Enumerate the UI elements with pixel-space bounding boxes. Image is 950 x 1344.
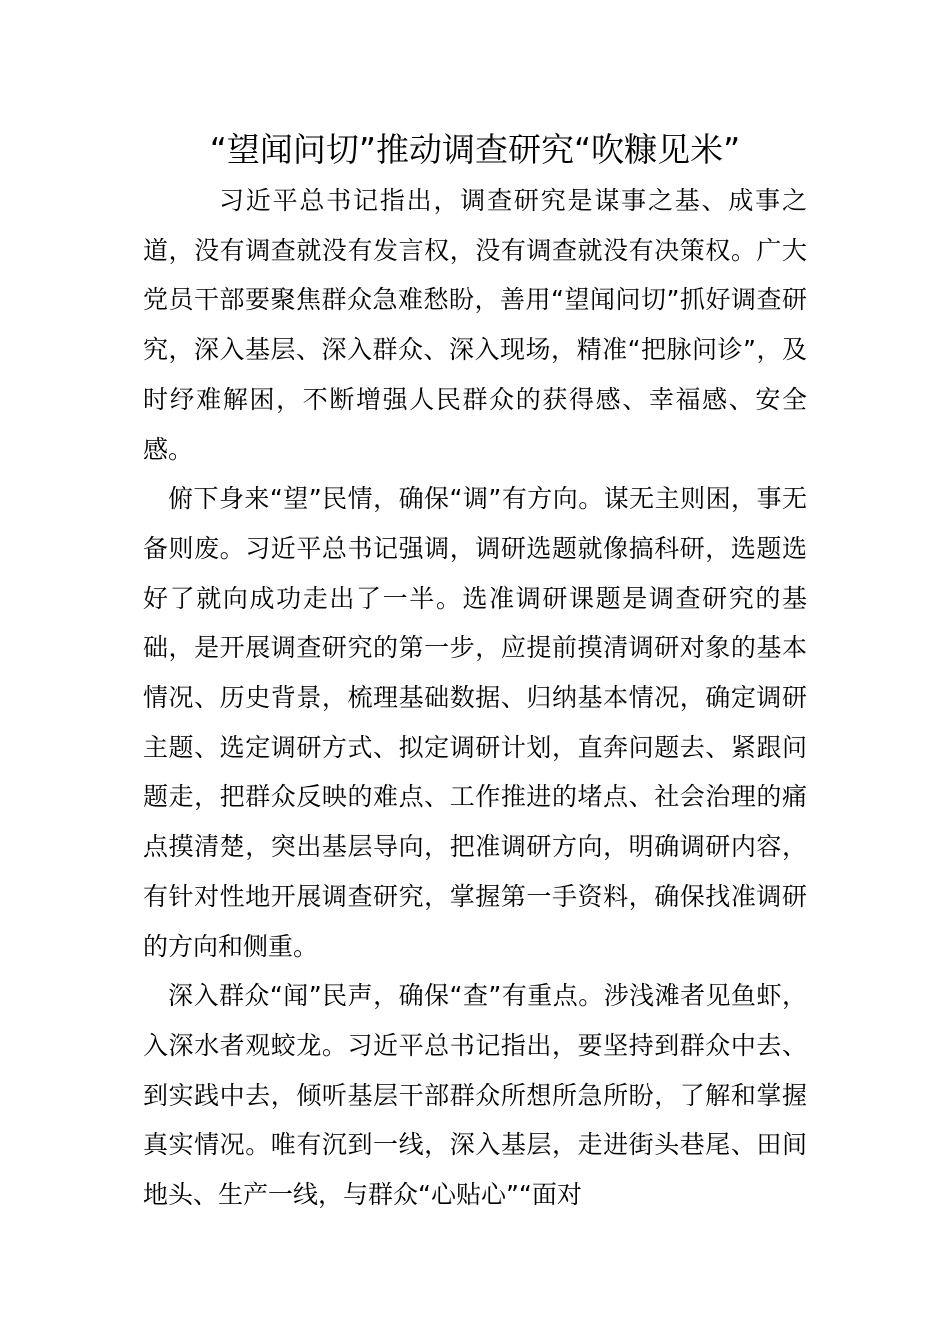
paragraph-listen: 深入群众“闻”民声，确保“查”有重点。涉浅滩者见鱼虾，入深水者观蛟龙。习近平总书记指出，要坚持到群众中去、到实践中去，倾听基层干部群众所想所急所盼，了解和掌握真实情况。唯有沉到一线，深入基层，走进街头巷尾、田间地头、生产一线，与群众“心贴心”“面对 [143, 981, 807, 1210]
paragraph-observe: 俯下身来“望”民情，确保“调”有方向。谋无主则困，事无备则废。习近平总书记强调，调研选题就像搞科研，选题选好了就向成功走出了一半。选准调研课题是调查研究的基础，是开展调查研究的第一步，应提前摸清调研对象的基本情况、历史背景，梳理基础数据、归纳基本情况，确定调研主题、选定调研方式、拟定调研计划，直奔问题去、紧跟问题走，把群众反映的难点、工作推进的堵点、社会治理的痛点摸清楚，突出基层导向，把准调研方向，明确调研内容，有针对性地开展调查研究，掌握第一手资料，确保找准调研的方向和侧重。 [143, 484, 807, 961]
paragraph-intro: 习近平总书记指出，调查研究是谋事之基、成事之道，没有调查就没有发言权，没有调查就没有决策权。广大党员干部要聚焦群众急难愁盼，善用“望闻问切”抓好调查研究，深入基层、深入群众、深入现场，精准“把脉问诊”，及时纾难解困，不断增强人民群众的获得感、幸福感、安全感。 [143, 186, 807, 464]
document-title: “望闻问切”推动调查研究“吹糠见米” [209, 130, 741, 169]
document-body [143, 176, 807, 1220]
